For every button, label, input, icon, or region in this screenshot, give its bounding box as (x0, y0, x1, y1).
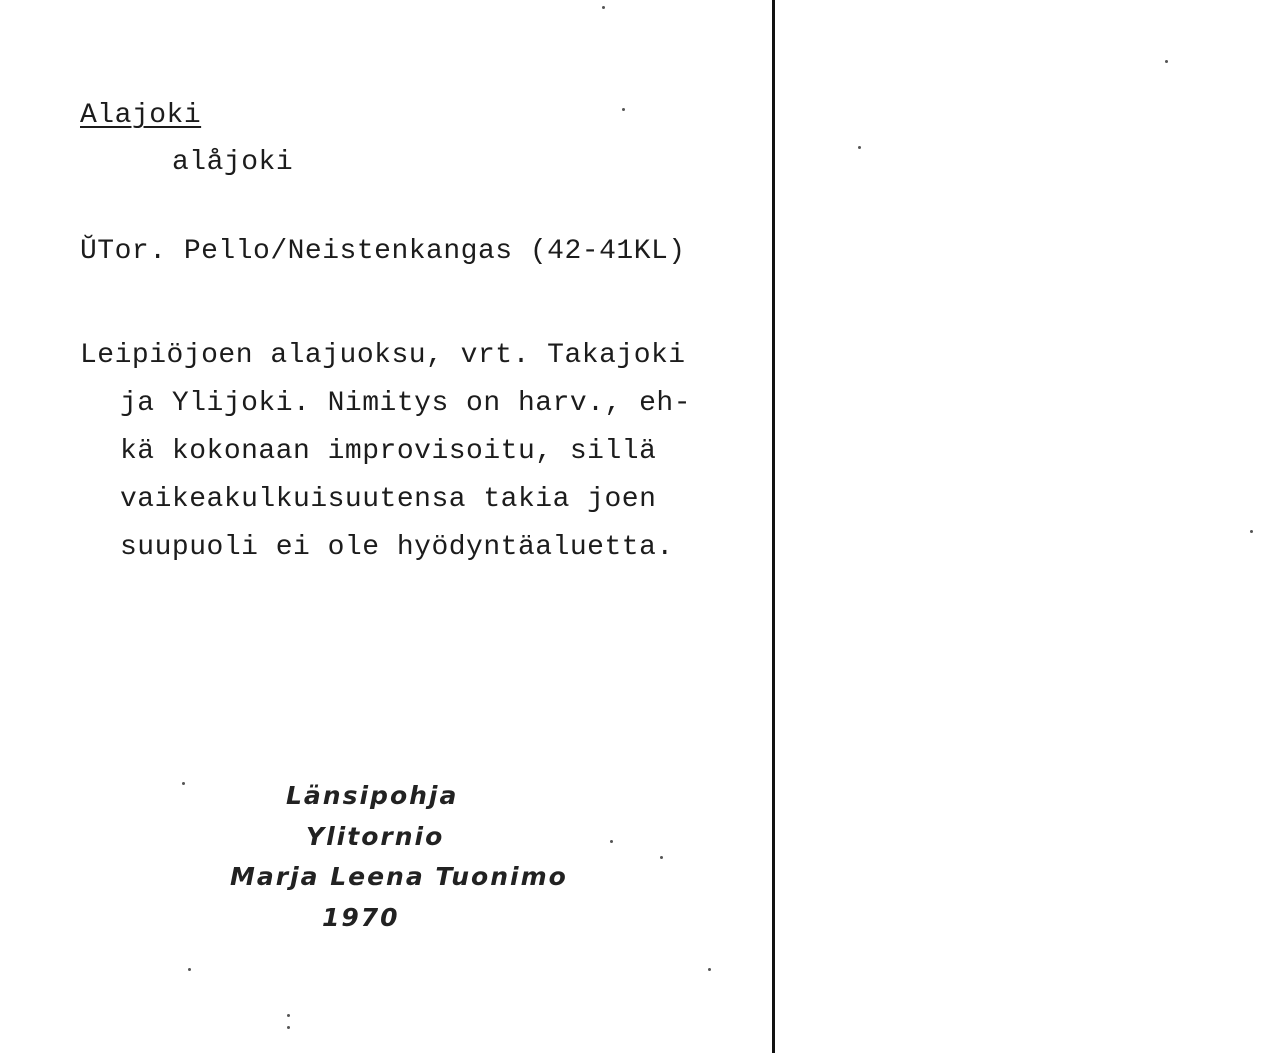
description-line: ja Ylijoki. Nimitys on harv., eh- (120, 388, 691, 419)
description-line: vaikeakulkuisuutensa takia joen (120, 484, 657, 515)
scan-speck (660, 856, 663, 859)
vertical-divider (772, 0, 775, 1053)
dialect-form: alåjoki (172, 147, 294, 178)
description-line: suupuoli ei ole hyödyntäaluetta. (120, 532, 674, 563)
scan-speck (188, 968, 191, 971)
scan-speck (1250, 530, 1253, 533)
scan-speck (858, 146, 861, 149)
description-line: Leipiöjoen alajuoksu, vrt. Takajoki (80, 340, 686, 371)
scan-speck (287, 1026, 290, 1029)
scan-speck (602, 6, 605, 9)
headword: Alajoki (80, 100, 202, 131)
scan-speck (610, 840, 613, 843)
scan-speck (182, 782, 185, 785)
location-line: ŬTor. Pello/Neistenkangas (42-41KL) (80, 236, 686, 267)
scan-speck (287, 1014, 290, 1017)
stamp-collector: Marja Leena Tuonimo (230, 862, 568, 891)
stamp-year: 1970 (322, 903, 400, 932)
stamp-parish: Ylitornio (306, 822, 445, 851)
stamp-region: Länsipohja (286, 781, 459, 810)
scan-speck (708, 968, 711, 971)
scan-speck (622, 108, 625, 111)
description-line: kä kokonaan improvisoitu, sillä (120, 436, 657, 467)
scan-speck (1165, 60, 1168, 63)
description (80, 332, 760, 572)
